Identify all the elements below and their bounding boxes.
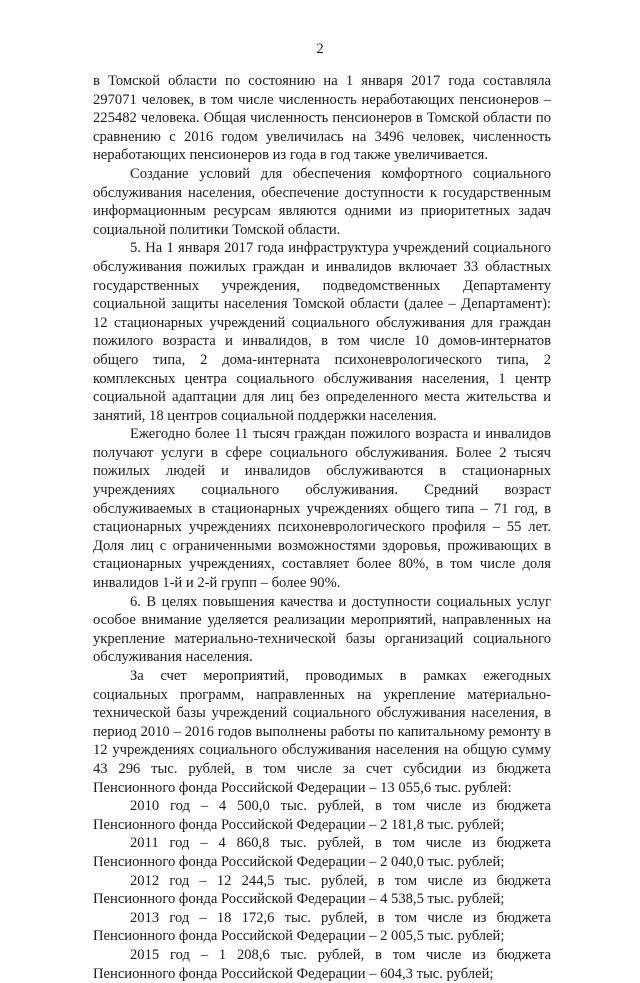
document-body [93,72,551,983]
paragraph-section-5-infrastructure: 5. На 1 января 2017 года инфраструктура учреждений социального обслуживания пожилых граждан и инвалидов включает 33 областных государственных учреждения, подведомственных Департаменту социальной защиты населения Томской области (далее – Департамент): 12 стационарных учреждений социального обслуживания для граждан пожилого возраста и инвалидов, в том числе 10 домов-интернатов общего типа, 2 дома-интерната психоневрологического типа, 2 комплексных центра социального обслуживания населения, 1 центр социальной адаптации для лиц без определенного места жительства и занятий, 18 центров социальной поддержки населения. [93,240,551,424]
paragraph-year-2012: 2012 год – 12 244,5 тыс. рублей, в том числе из бюджета Пенсионного фонда Российской Федерации – 4 538,5 тыс. рублей; [93,872,551,908]
paragraph-social-services-conditions: Создание условий для обеспечения комфортного социального обслуживания населения, обеспечение доступности к государственным информационным ресурсам являются одними из приоритетных задач социальной политики Томской области. [93,165,551,238]
page-number: 2 [316,41,324,57]
paragraph-section-6-quality: 6. В целях повышения качества и доступности социальных услуг особое внимание уделяется реализации мероприятий, направленных на укрепление материально-технической базы организаций социального обслуживания населения. [93,593,551,666]
paragraph-continuation: в Томской области по состоянию на 1 января 2017 года составляла 297071 человек, в том числе численность неработающих пенсионеров – 225482 человека. Общая численность пенсионеров в Томской области по сравнению с 2016 годом увеличилась на 3496 человек, численность неработающих пенсионеров из года в год также увеличивается. [93,73,551,164]
paragraph-capital-repair-summary: За счет мероприятий, проводимых в рамках ежегодных социальных программ, направленных на укрепление материально-технической базы учреждений социального обслуживания населения, в период 2010 – 2016 годов выполнены работы по капитальному ремонту в 12 учреждениях социального обслуживания населения на общую сумму 43 296 тыс. рублей, в том числе за счет субсидии из бюджета Пенсионного фонда Российской Федерации – 13 055,6 тыс. рублей: [93,668,551,796]
paragraph-year-2011: 2011 год – 4 860,8 тыс. рублей, в том числе из бюджета Пенсионного фонда Российской Федерации – 2 040,0 тыс. рублей; [93,835,551,870]
paragraph-year-2010: 2010 год – 4 500,0 тыс. рублей, в том числе из бюджета Пенсионного фонда Российской Федерации – 2 181,8 тыс. рублей; [93,798,551,833]
paragraph-year-2013: 2013 год – 18 172,6 тыс. рублей, в том числе из бюджета Пенсионного фонда Российской Федерации – 2 005,5 тыс. рублей; [93,909,551,945]
paragraph-service-recipients: Ежегодно более 11 тысяч граждан пожилого возраста и инвалидов получают услуги в сфере социального обслуживания. Более 2 тысяч пожилых людей и инвалидов обслуживаются в стационарных учреждениях социального обслуживания. Средний возраст обслуживаемых в стационарных учреждениях общего типа – 71 год, в стационарных учреждениях психоневрологического профиля – 55 лет. Доля лиц с ограниченными возможностями здоровья, проживающих в стационарных учреждениях, составляет более 80%, в том числе доля инвалидов 1-й и 2-й групп – более 90%. [93,426,551,592]
paragraph-year-2015: 2015 год – 1 208,6 тыс. рублей, в том числе из бюджета Пенсионного фонда Российской Федерации – 604,3 тыс. рублей; [93,946,551,982]
